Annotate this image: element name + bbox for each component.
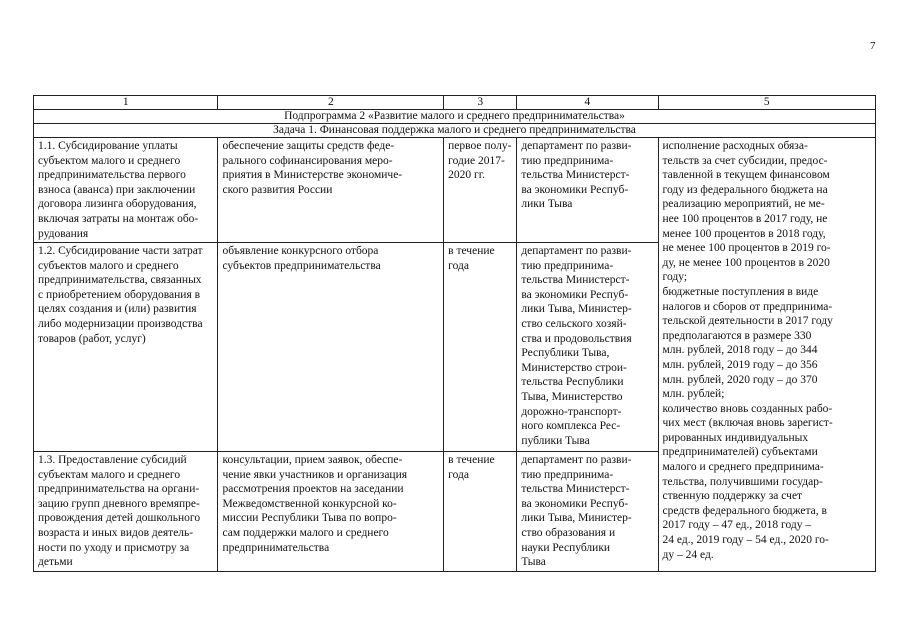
- page-number: 7: [870, 40, 876, 52]
- column-number-5: 5: [658, 96, 875, 110]
- column-number-3: 3: [444, 96, 517, 110]
- term-cell: в течение года: [444, 243, 517, 452]
- column-numbers-row: [34, 96, 876, 110]
- content-cell: объявление конкурсного отбора субъектов предпринимательства: [218, 243, 444, 452]
- measure-cell: 1.1. Субсидирование уплаты субъектом малого и среднего предпринимательства первого взноса (аванса) при заключении договора лизинга оборудования, включая затраты на монтаж обо- рудования: [34, 138, 218, 243]
- executor-cell: департамент по разви- тию предпринима- тельства Министерст- ва экономики Респуб- лики Тыва, Министер- ство образования и науки Республики Тыва: [517, 452, 658, 572]
- content-cell: консультации, прием заявок, обеспе- чение явки участников и организация рассмотрения проектов на заседании Межведомственной конкурсной ко- миссии Республики Тыва по вопро- сам поддержки малого и среднего предпринимательства: [218, 452, 444, 572]
- subprogram-title: Подпрограмма 2 «Развитие малого и среднего предпринимательства»: [34, 110, 876, 124]
- result-cell: исполнение расходных обяза- тельств за счет субсидии, предос- тавленной в текущем финансовом году из федерального бюджета на реализацию мероприятий, не ме- нее 100 процентов в 2017 году, не менее 100 процентов в 2018 году, не менее 100 процентов в 2019 го- ду, не менее 100 процентов в 2020 году; бюджетные поступления в виде налогов и сборов от предпринима- тельской деятельности в 2017 году предполагаются в размере 330 млн. рублей, 2018 году – до 344 млн. рублей, 2019 году – до 356 млн. рублей, 2020 году – до 370 млн. рублей; количество вновь созданных рабо- чих мест (включая вновь зарегист- рированных индивидуальных предпринимателей) субъектами малого и среднего предпринима- тельства, получившими государ- ственную поддержку за счет средств федерального бюджета, в 2017 году – 47 ед., 2018 году – 24 ед., 2019 году – 54 ед., 2020 го- ду – 24 ед.: [658, 138, 875, 572]
- measures-table: [33, 95, 876, 572]
- subprogram-row: [34, 110, 876, 124]
- measure-cell: 1.3. Предоставление субсидий субъектам малого и среднего предпринимательства на органи- зацию групп дневного времяпре- провождения детей дошкольного возраста и иных видов деятель- ности по уходу и присмотру за детьми: [34, 452, 218, 572]
- column-number-1: 1: [34, 96, 218, 110]
- term-cell: в течение года: [444, 452, 517, 572]
- task-title: Задача 1. Финансовая поддержка малого и среднего предпринимательства: [34, 124, 876, 138]
- column-number-2: 2: [218, 96, 444, 110]
- executor-cell: департамент по разви- тию предпринима- тельства Министерст- ва экономики Респуб- лики Тыва, Министер- ство сельского хозяй- ства и продовольствия Республики Тыва, Министерство строи- тельства Республики Тыва, Министерство дорожно-транспорт- ного комплекса Рес- публики Тыва: [517, 243, 658, 452]
- column-number-4: 4: [517, 96, 658, 110]
- content-cell: обеспечение защиты средств феде- рального софинансирования меро- приятия в Министерстве экономиче- ского развития России: [218, 138, 444, 243]
- table-row: [34, 138, 876, 243]
- executor-cell: департамент по разви- тию предпринима- тельства Министерст- ва экономики Респуб- лики Тыва: [517, 138, 658, 243]
- task-row: [34, 124, 876, 138]
- term-cell: первое полу- годие 2017- 2020 гг.: [444, 138, 517, 243]
- measure-cell: 1.2. Субсидирование части затрат субъектов малого и среднего предпринимательства, связанных с приобретением оборудования в целях создания и (или) развития либо модернизации производства товаров (работ, услуг): [34, 243, 218, 452]
